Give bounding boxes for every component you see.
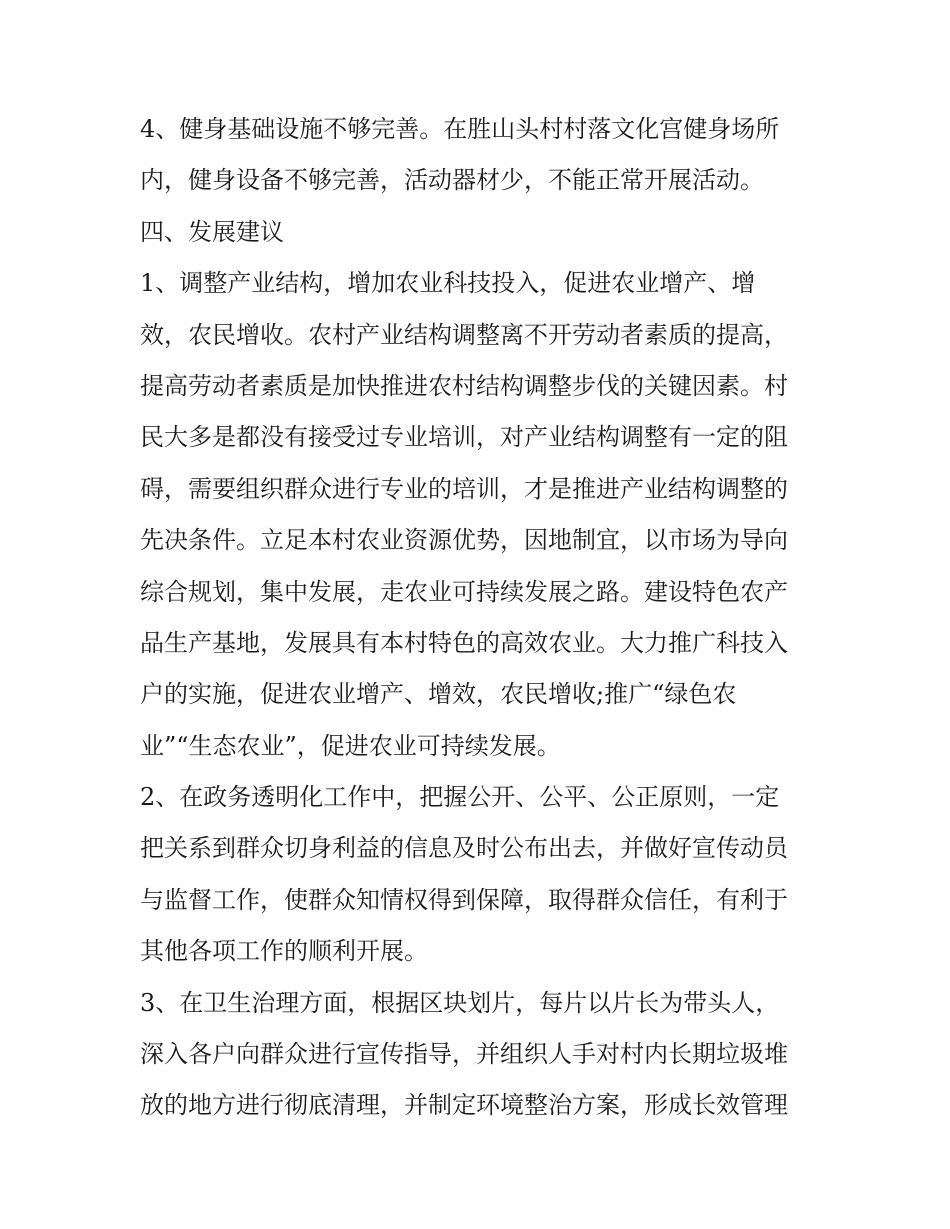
text-line: 碍，需要组织群众进行专业的培训，才是推进产业结构调整的 bbox=[140, 474, 788, 503]
section-heading: 四、发展建议 bbox=[140, 217, 284, 246]
text-line: 户的实施，促进农业增产、增效，农民增收;推广“绿色农 bbox=[140, 680, 737, 709]
text-line: 提高劳动者素质是加快推进农村结构调整步伐的关键因素。村 bbox=[140, 371, 788, 400]
document-body bbox=[140, 104, 820, 1132]
text-line: 把关系到群众切身利益的信息及时公布出去，并做好宣传动员 bbox=[140, 834, 788, 863]
text-line: 效，农民增收。农村产业结构调整离不开劳动者素质的提高， bbox=[140, 320, 788, 349]
text-line: 其他各项工作的顺利开展。 bbox=[140, 937, 428, 966]
text-line: 品生产基地，发展具有本村特色的高效农业。大力推广科技入 bbox=[140, 628, 788, 657]
text-line: 4、健身基础设施不够完善。在胜山头村村落文化宫健身场所 bbox=[140, 115, 780, 143]
text-line: 3、在卫生治理方面，根据区块划片，每片以片长为带头人， bbox=[140, 988, 780, 1017]
text-line: 综合规划，集中发展，走农业可持续发展之路。建设特色农产 bbox=[140, 577, 788, 606]
text-line: 民大多是都没有接受过专业培训，对产业结构调整有一定的阻 bbox=[140, 423, 788, 452]
text-line: 1、调整产业结构，增加农业科技投入，促进农业增产、增 bbox=[140, 269, 756, 298]
text-line: 2、在政务透明化工作中，把握公开、公平、公正原则，一定 bbox=[140, 783, 780, 812]
text-line: 深入各户向群众进行宣传指导，并组织人手对村内长期垃圾堆 bbox=[140, 1040, 788, 1069]
text-line: 放的地方进行彻底清理，并制定环境整治方案，形成长效管理 bbox=[140, 1091, 788, 1120]
text-line: 与监督工作，使群众知情权得到保障，取得群众信任，有利于 bbox=[140, 885, 788, 914]
text-line: 内，健身设备不够完善，活动器材少，不能正常开展活动。 bbox=[140, 166, 764, 195]
text-line: 业”“生态农业”，促进农业可持续发展。 bbox=[140, 731, 561, 760]
text-line: 先决条件。立足本村农业资源优势，因地制宜，以市场为导向 bbox=[140, 526, 788, 555]
